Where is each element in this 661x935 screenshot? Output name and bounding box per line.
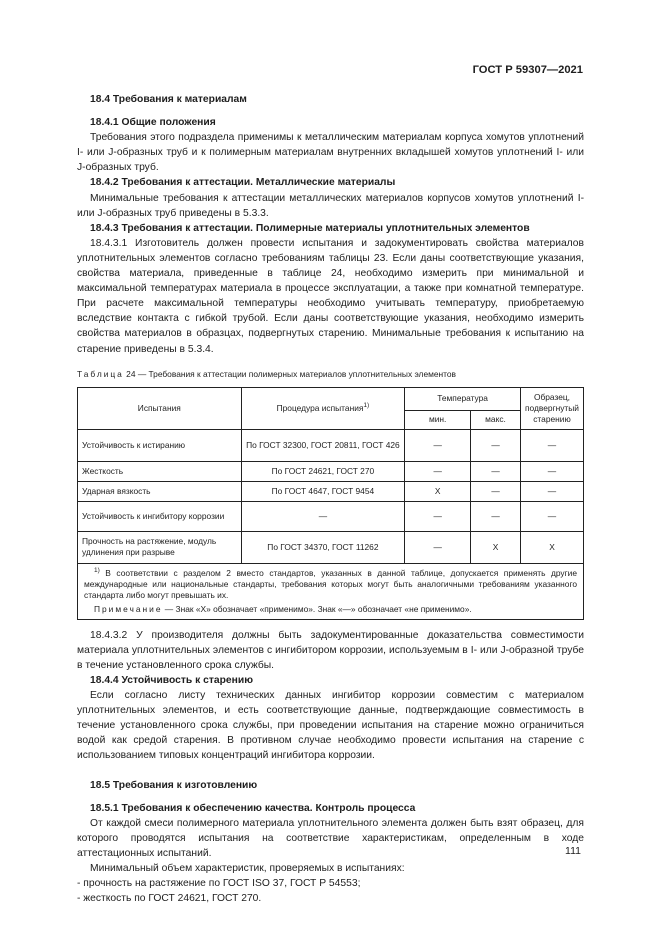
table-note: Примечание — Знак «X» обозначает «применимо». Знак «—» обозначает «не применимо». <box>94 603 472 614</box>
col-header-min: мин. <box>405 410 471 429</box>
cell-aged: — <box>520 481 583 501</box>
cell-test: Устойчивость к ингибитору коррозии <box>78 501 242 531</box>
table-caption <box>77 367 584 382</box>
cell-test: Жесткость <box>78 461 242 481</box>
table-row <box>78 429 584 461</box>
document-body <box>77 92 584 906</box>
col-header-test: Испытания <box>78 387 242 429</box>
cell-procedure: По ГОСТ 4647, ГОСТ 9454 <box>241 481 405 501</box>
table-row <box>78 461 584 481</box>
section-18-4-3-2-text: 18.4.3.2 У производителя должны быть задокументированные доказательства совместимости материала уплотнительных элементов с ингибитором коррозии, используемым в I- или J-образной трубе в течение установленного срока службы. <box>77 629 584 671</box>
cell-max: — <box>471 461 521 481</box>
table-row <box>78 481 584 501</box>
section-18-4-1-title: 18.4.1 Общие положения <box>90 117 216 129</box>
characteristics-list <box>77 876 584 906</box>
cell-max: X <box>471 531 521 563</box>
cell-max: — <box>471 429 521 461</box>
cell-aged: X <box>520 531 583 563</box>
cell-procedure: По ГОСТ 34370, ГОСТ 11262 <box>241 531 405 563</box>
cell-test: Устойчивость к истиранию <box>78 429 242 461</box>
list-item: - прочность на растяжение по ГОСТ ISO 37, ГОСТ Р 54553; <box>77 878 361 890</box>
section-18-4-2-title: 18.4.2 Требования к аттестации. Металлические материалы <box>90 177 396 189</box>
section-18-4-2-text: Минимальные требования к аттестации металлических материалов корпусов хомутов уплотнений I- или J-образных труб приведены в 5.3.3. <box>77 192 584 219</box>
cell-min: — <box>405 531 471 563</box>
table-row <box>78 501 584 531</box>
note-word: Примечание <box>94 603 163 614</box>
cell-min: — <box>405 429 471 461</box>
col-header-temperature: Температура <box>405 387 521 410</box>
table-footnote: $^{1)}$ В соответствии с разделом 2 вместо стандартов, указанных в данной таблице, допускается применять другие международные или национальные стандарты, требования которых могут быть аналогичными требованиям указанного стандарта либо могут превышать их. <box>84 566 577 600</box>
cell-max: — <box>471 481 521 501</box>
table-caption-word: Таблица <box>77 368 124 379</box>
section-18-4-4-title: 18.4.4 Устойчивость к старению <box>90 674 253 686</box>
section-18-4-title: 18.4 Требования к материалам <box>90 94 247 105</box>
section-18-5-1-text: От каждой смеси полимерного материала уплотнительного элемента должен быть взят образец, для которого проводятся испытания на соответствие характеристикам, определенным в ходе аттестационных испытаний. <box>77 817 584 859</box>
standard-designation: ГОСТ Р 59307—2021 <box>472 64 583 76</box>
page-number: 111 <box>565 845 581 857</box>
section-18-5-1-title: 18.5.1 Требования к обеспечению качества. Контроль процесса <box>90 802 416 814</box>
footnote-mark: 1) <box>94 566 100 574</box>
table-footer <box>78 563 584 619</box>
cell-aged: — <box>520 429 583 461</box>
qualification-table <box>77 387 584 620</box>
section-18-4-3-1-text: 18.4.3.1 Изготовитель должен провести испытания и задокументировать свойства материалов уплотнительных элементов согласно требованиям таблицы 23. Если даны соответствующие указания, свойства материала, приведенные в таблице 24, необходимо измерить при минимальной и максимальной температурах материала в процессе эксплуатации, а также при комнатной температуре. При расчете максимальной температуры необходимо учитывать температуру, приобретаемую вследствие контакта с гибкой трубой. Если даны соответствующие указания, необходимо измерить свойства материалов в образцах, подвергнутых старению. Минимальные требования к испытанию на старение приведены в 5.3.4. <box>77 237 584 355</box>
col-header-max: макс. <box>471 410 521 429</box>
section-18-5-title: 18.5 Требования к изготовлению <box>90 779 258 791</box>
cell-min: X <box>405 481 471 501</box>
section-18-5-1-text2: Минимальный объем характеристик, проверяемых в испытаниях: <box>90 863 405 874</box>
cell-procedure: — <box>241 501 405 531</box>
cell-procedure: По ГОСТ 24621, ГОСТ 270 <box>241 461 405 481</box>
col-header-procedure: Процедура испытания$^{1)}$ <box>241 387 405 429</box>
cell-test: Прочность на растяжение, модуль удлинения при разрыве <box>78 531 242 563</box>
table-caption-text: 24 — Требования к аттестации полимерных материалов уплотнительных элементов <box>123 368 456 379</box>
cell-test: Ударная вязкость <box>78 481 242 501</box>
cell-aged: — <box>520 461 583 481</box>
col-header-aged: Образец, подвергнутый старению <box>520 387 583 429</box>
section-18-4-3-title: 18.4.3 Требования к аттестации. Полимерные материалы уплотнительных элементов <box>90 222 530 234</box>
cell-min: — <box>405 501 471 531</box>
cell-aged: — <box>520 501 583 531</box>
table-row <box>78 531 584 563</box>
section-18-4-4-text: Если согласно листу технических данных ингибитор коррозии совместим с материалом уплотнительных элементов, и есть соответствующие данные, подтверждающие совместимость в течение установленного срока службы, при проведении испытания на старение можно ограничиться водой как средой старения. В противном случае необходимо провести испытания на старение с использованием типовых концентраций ингибитора коррозии. <box>77 690 584 762</box>
cell-min: — <box>405 461 471 481</box>
cell-max: — <box>471 501 521 531</box>
section-18-4-1-text: Требования этого подраздела применимы к металлическим материалам корпуса хомутов уплотнений I- или J-образных труб и к полимерным материалам внутренних вкладышей хомутов уплотнений I- или J-образных труб. <box>77 132 584 174</box>
list-item: - жесткость по ГОСТ 24621, ГОСТ 270. <box>77 893 262 905</box>
footnote-ref: 1) <box>363 401 370 409</box>
cell-procedure: По ГОСТ 32300, ГОСТ 20811, ГОСТ 426 <box>241 429 405 461</box>
